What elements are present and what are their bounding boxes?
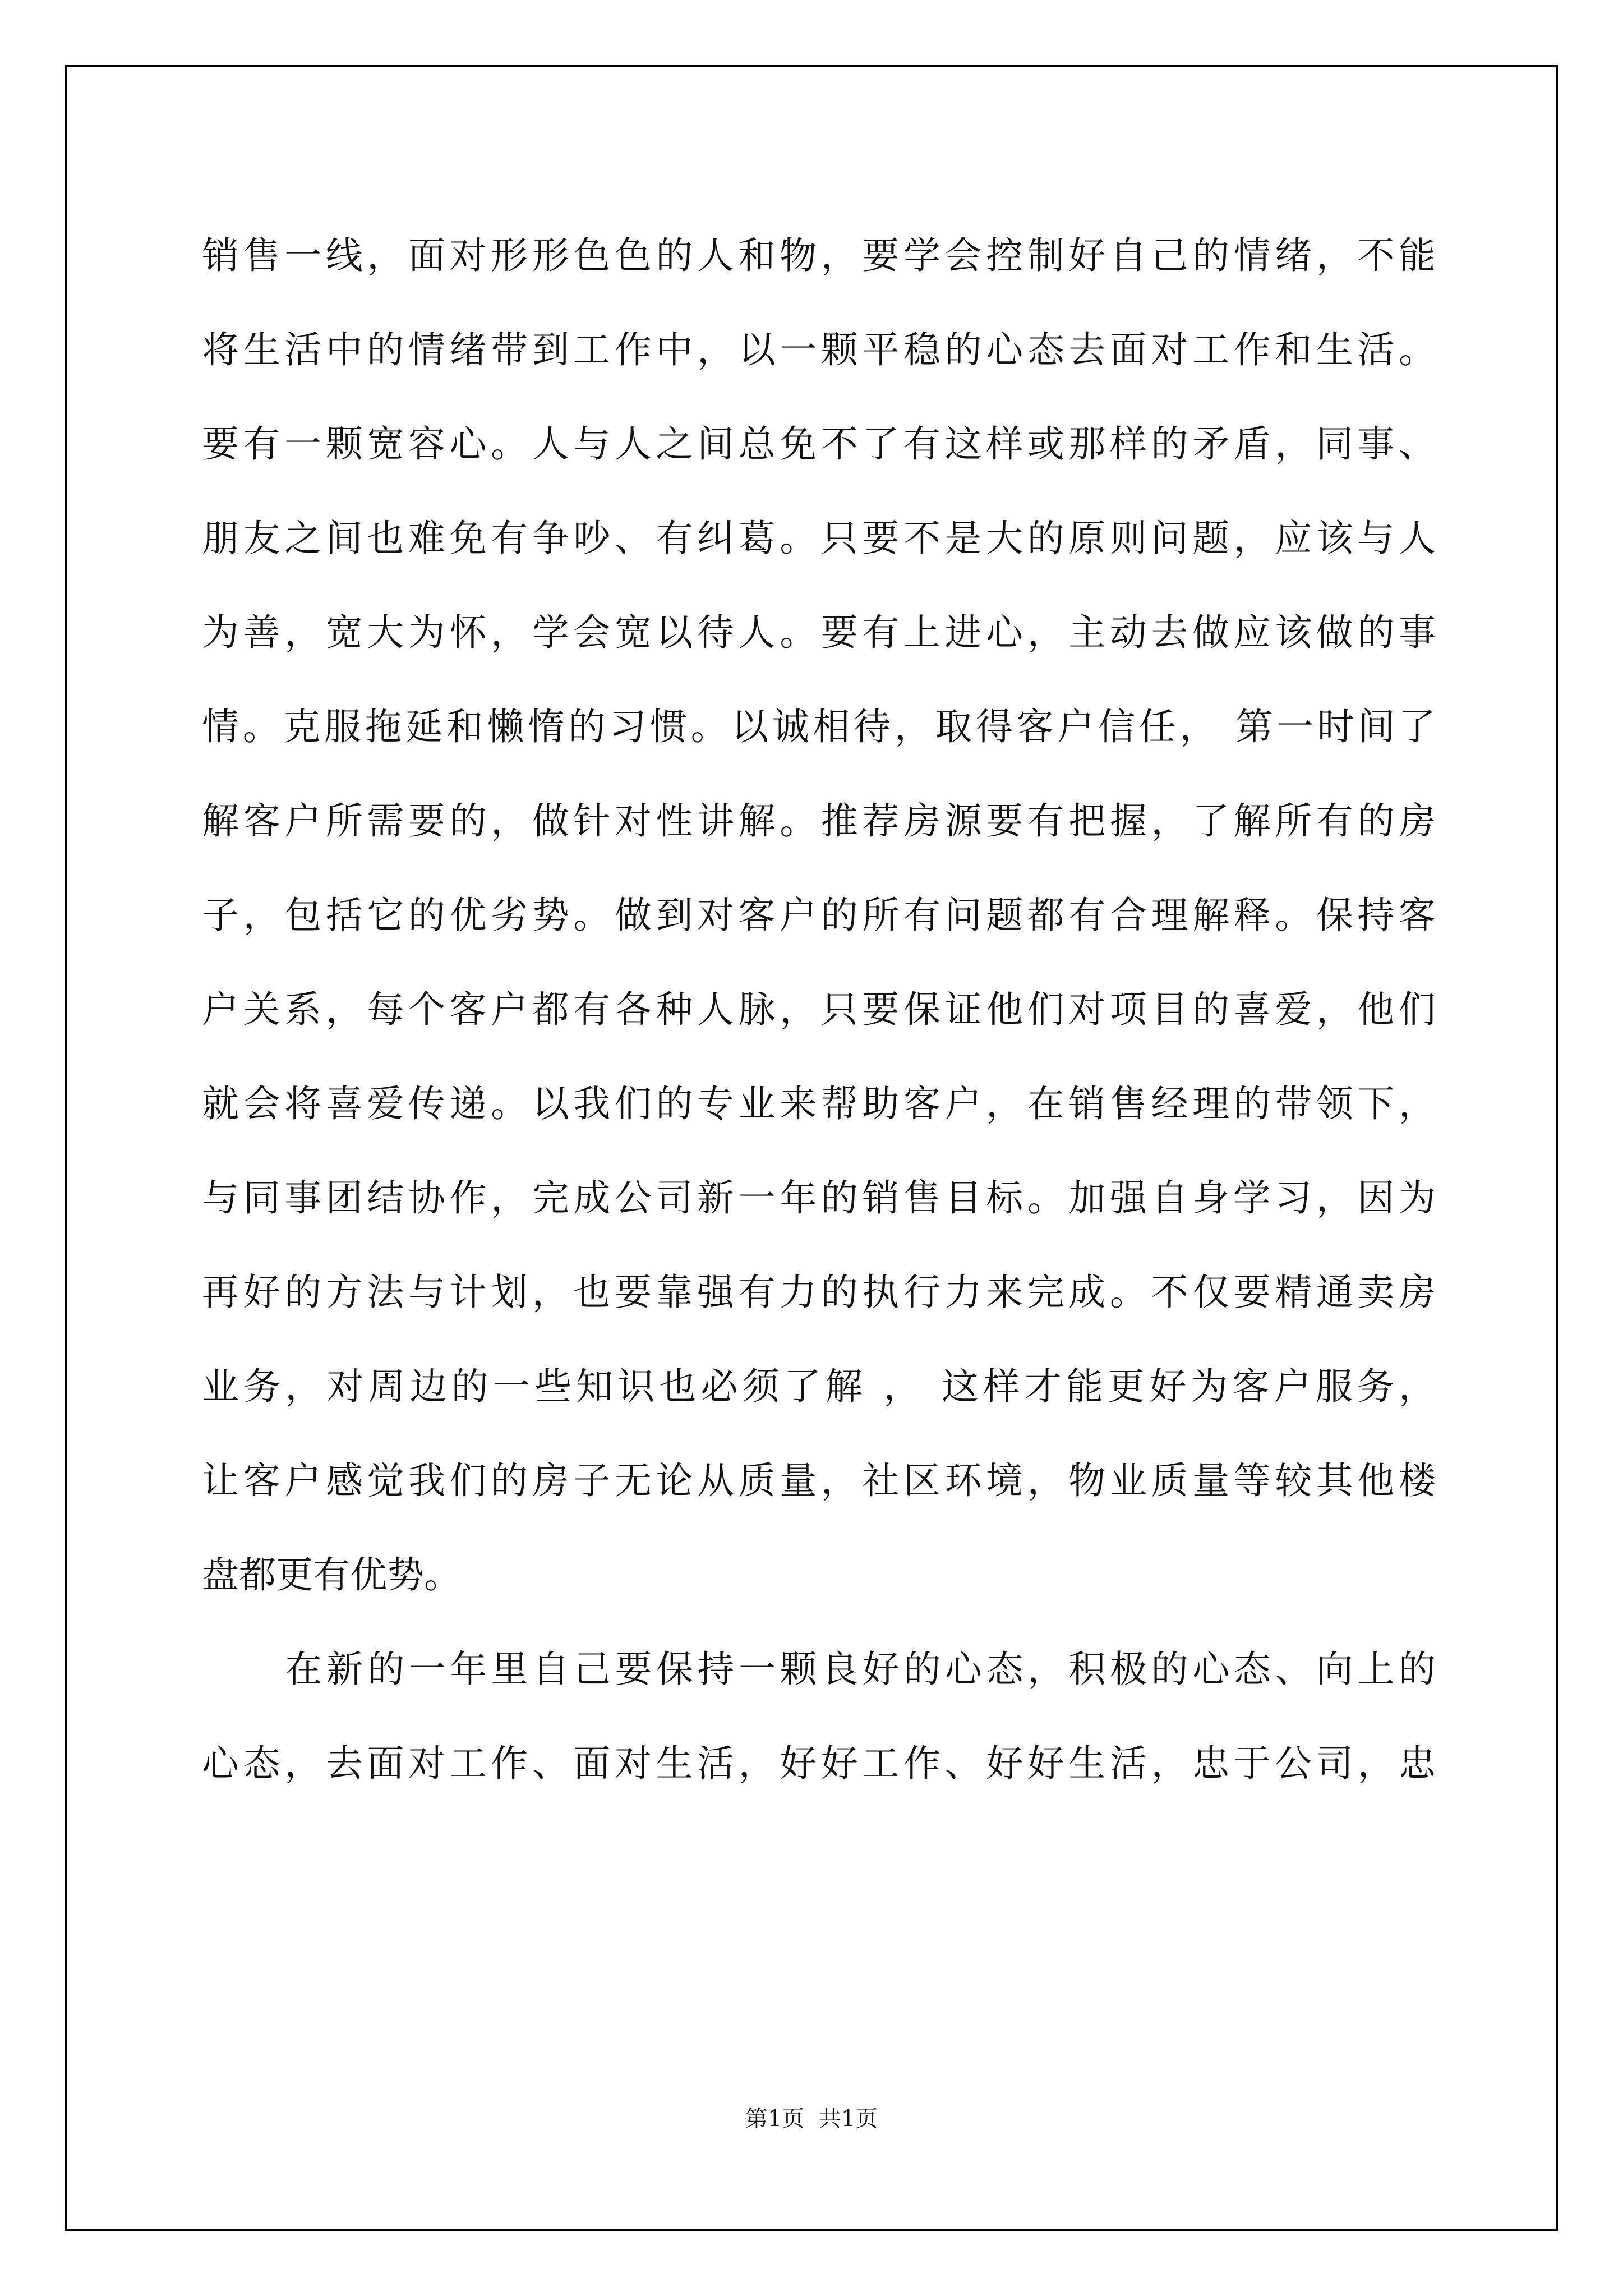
text-line: 将生活中的情绪带到工作中，以一颗平稳的心态去面对工作和生活。 (202, 328, 1436, 371)
text-line: 朋友之间也难免有争吵、有纠葛。只要不是大的原则问题，应该与人 (202, 517, 1436, 560)
text-line: 解客户所需要的，做针对性讲解。推荐房源要有把握，了解所有的房 (202, 799, 1436, 843)
text-line: 子，包括它的优劣势。做到对客户的所有问题都有合理解释。保持客 (202, 894, 1436, 937)
text-line: 为善，宽大为怀，学会宽以待人。要有上进心，主动去做应该做的事 (202, 611, 1436, 654)
text-line: 销售一线，面对形形色色的人和物，要学会控制好自己的情绪，不能 (202, 234, 1436, 277)
document-body (202, 209, 1436, 1811)
text-line-indented: 在新的一年里自己要保持一颗良好的心态，积极的心态、向上的 (285, 1648, 1436, 1691)
text-line: 情。克服拖延和懒惰的习惯。以诚相待，取得客户信任， 第一时间了 (202, 705, 1436, 748)
text-line: 户关系，每个客户都有各种人脉，只要保证他们对项目的喜爱，他们 (202, 988, 1436, 1031)
text-line: 心态，去面对工作、面对生活，好好工作、好好生活，忠于公司，忠 (202, 1742, 1436, 1785)
text-line: 让客户感觉我们的房子无论从质量，社区环境，物业质量等较其他楼 (202, 1459, 1436, 1502)
text-line: 就会将喜爱传递。以我们的专业来帮助客户，在销售经理的带领下， (202, 1082, 1436, 1125)
text-line: 盘都更有优势。 (202, 1553, 461, 1596)
text-line: 业务，对周边的一些知识也必须了解 ， 这样才能更好为客户服务， (202, 1365, 1436, 1408)
page-footer: 第1页 共1页 (745, 2106, 878, 2132)
text-line: 要有一颗宽容心。人与人之间总免不了有这样或那样的矛盾，同事、 (202, 422, 1436, 466)
text-line: 再好的方法与计划，也要靠强有力的执行力来完成。不仅要精通卖房 (202, 1271, 1436, 1314)
text-line: 与同事团结协作，完成公司新一年的销售目标。加强自身学习，因为 (202, 1176, 1436, 1220)
